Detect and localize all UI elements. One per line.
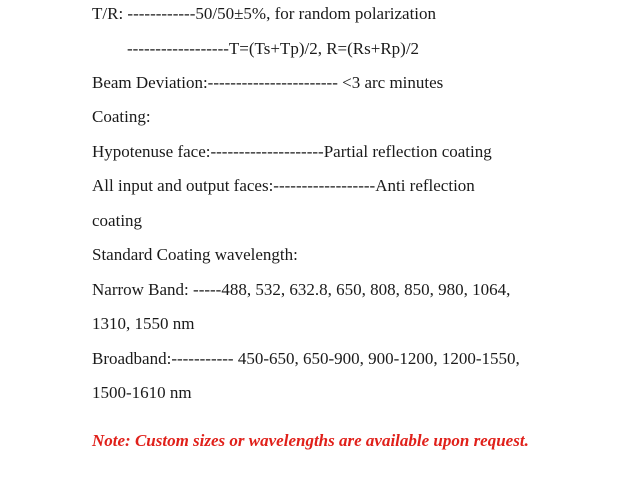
coating-heading: Coating: bbox=[92, 107, 151, 126]
hypotenuse-coating-line: Hypotenuse face:--------------------Partial reflection coating bbox=[92, 142, 492, 161]
tr-formula-line: ------------------T=(Ts+Tp)/2, R=(Rs+Rp)/2 bbox=[127, 39, 420, 58]
narrow-band-line: Narrow Band: -----488, 532, 632.8, 650, 808, 850, 980, 1064, bbox=[92, 280, 511, 299]
faces-coating-line: All input and output faces:------------------Anti reflection bbox=[92, 176, 475, 195]
tr-ratio-line: T/R: ------------50/50±5%, for random polarization bbox=[92, 4, 437, 23]
faces-coating-continued: coating bbox=[92, 211, 143, 230]
broadband-continued: 1500-1610 nm bbox=[92, 383, 192, 402]
broadband-line: Broadband:----------- 450-650, 650-900, 900-1200, 1200-1550, bbox=[92, 349, 520, 368]
narrow-band-continued: 1310, 1550 nm bbox=[92, 314, 195, 333]
wavelength-heading: Standard Coating wavelength: bbox=[92, 245, 298, 264]
beam-deviation-line: Beam Deviation:----------------------- <3 arc minutes bbox=[92, 73, 444, 92]
custom-request-note: Note: Custom sizes or wavelengths are available upon request. bbox=[92, 431, 529, 450]
